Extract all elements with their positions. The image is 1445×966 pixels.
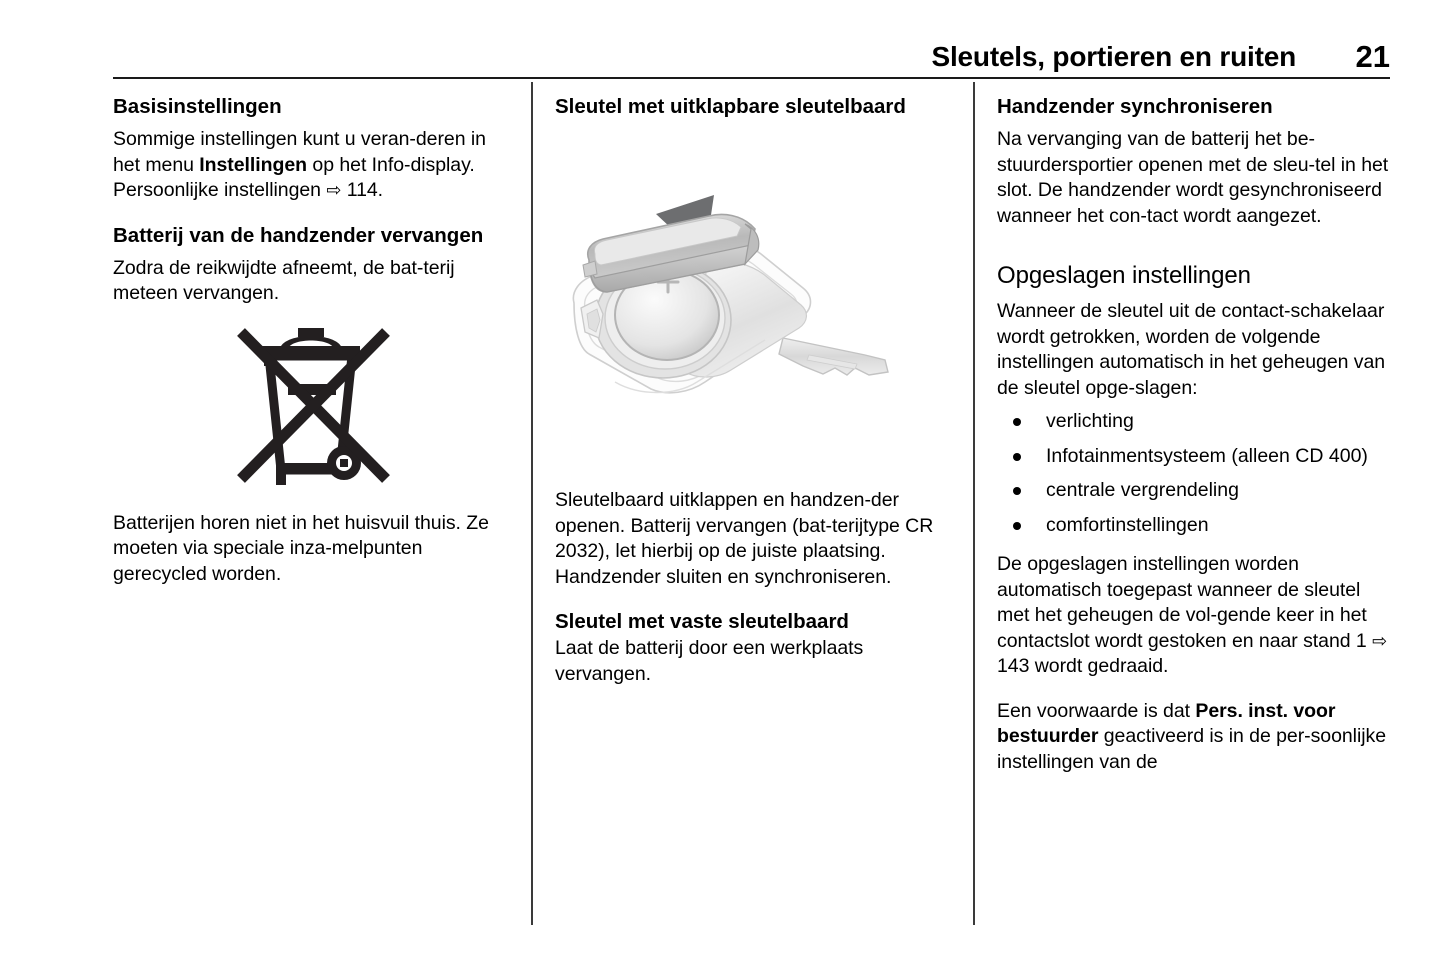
heading-basisinstellingen: Basisinstellingen bbox=[113, 95, 282, 118]
paragraph-werkplaats: Laat de batterij door een werkplaats vervangen. bbox=[555, 637, 864, 685]
page-reference-arrow-icon: ⇨ bbox=[326, 180, 342, 201]
column-divider-2 bbox=[973, 82, 975, 925]
paragraph-sleutelbaard-uitklappen: Sleutelbaard uitklappen en handzen-der openen. Batterij vervangen (bat-terijtype CR 2032), let hierbij op de juiste plaatsing. Handzender sluiten en synchroniseren. bbox=[555, 489, 934, 588]
page-reference-number: 114. bbox=[341, 179, 384, 201]
paragraph-text-part-2: 143 wordt gedraaid. bbox=[997, 655, 1169, 677]
heading-handzender-synchroniseren: Handzender synchroniseren bbox=[997, 95, 1273, 118]
folding-key-illustration-icon bbox=[555, 132, 955, 462]
paragraph-basisinstellingen bbox=[113, 127, 513, 204]
column-3 bbox=[997, 94, 1397, 794]
paragraph-text-part-1: Sommige instellingen kunt u veran-deren in het menu bbox=[113, 128, 486, 176]
figure-weee-symbol bbox=[113, 324, 513, 489]
crossed-out-wheelie-bin-icon bbox=[228, 324, 398, 489]
paragraph-reikwijdte: Zodra de reikwijdte afneemt, de bat-terij meteen vervangen. bbox=[113, 256, 455, 304]
page-header bbox=[113, 32, 1390, 79]
list-item: comfortinstellingen bbox=[997, 513, 1397, 539]
column-2 bbox=[555, 94, 955, 706]
inline-bold-pers-inst: Pers. inst. voor bestuurder bbox=[997, 699, 1336, 747]
paragraph-wanneer-de-sleutel: Wanneer de sleutel uit de contact-schakelaar wordt getrokken, worden de volgende instellingen automatisch in het geheugen van de sleutel opge-slagen: bbox=[997, 300, 1386, 399]
list-item: verlichting bbox=[997, 409, 1397, 435]
paragraph-text-part-2: geactiveerd is in de per-soonlijke instellingen van de bbox=[997, 725, 1387, 773]
column-1 bbox=[113, 94, 513, 606]
section-spacer bbox=[997, 248, 1397, 261]
page-number: 21 bbox=[1355, 39, 1390, 74]
heading-batterij-vervangen: Batterij van de handzender vervangen bbox=[113, 223, 484, 247]
paragraph-text-part-1: De opgeslagen instellingen worden automatisch toegepast wanneer de sleutel met het geheugen de vol-gende keer in het contactslot wordt gestoken en naar stand 1 bbox=[997, 553, 1373, 652]
paragraph-text-part-2: op het Info-display. Persoonlijke instellingen bbox=[113, 153, 475, 201]
page-body bbox=[0, 94, 1445, 934]
heading-sleutel-uitklapbare: Sleutel met uitklapbare sleutelbaard bbox=[555, 95, 906, 118]
paragraph-na-vervanging: Na vervanging van de batterij het be-stuurdersportier openen met de sleu-tel in het slot. De handzender wordt gesynchroniseerd wanneer het con-tact wordt aangezet. bbox=[997, 128, 1389, 227]
heading-sleutel-vaste: Sleutel met vaste sleutelbaard bbox=[555, 610, 849, 633]
list-opgeslagen-instellingen bbox=[997, 409, 1397, 538]
figure-folding-key bbox=[555, 132, 955, 472]
paragraph-text-part-1: Een voorwaarde is dat bbox=[997, 699, 1196, 722]
paragraph-de-opgeslagen bbox=[997, 552, 1397, 680]
list-item: centrale vergrendeling bbox=[997, 478, 1397, 504]
page-title: Sleutels, portieren en ruiten bbox=[931, 41, 1296, 72]
inline-bold-instellingen: Instellingen bbox=[199, 153, 308, 176]
paragraph-een-voorwaarde bbox=[997, 699, 1397, 776]
list-item: Infotainmentsysteem (alleen CD 400) bbox=[997, 444, 1397, 470]
paragraph-batterijen-huisvuil: Batterijen horen niet in het huisvuil thuis. Ze moeten via speciale inza-melpunten gerecycled worden. bbox=[113, 511, 489, 585]
column-divider-1 bbox=[531, 82, 533, 925]
heading-opgeslagen-instellingen: Opgeslagen instellingen bbox=[997, 262, 1251, 289]
page-reference-arrow-icon: ⇨ bbox=[1372, 630, 1388, 652]
